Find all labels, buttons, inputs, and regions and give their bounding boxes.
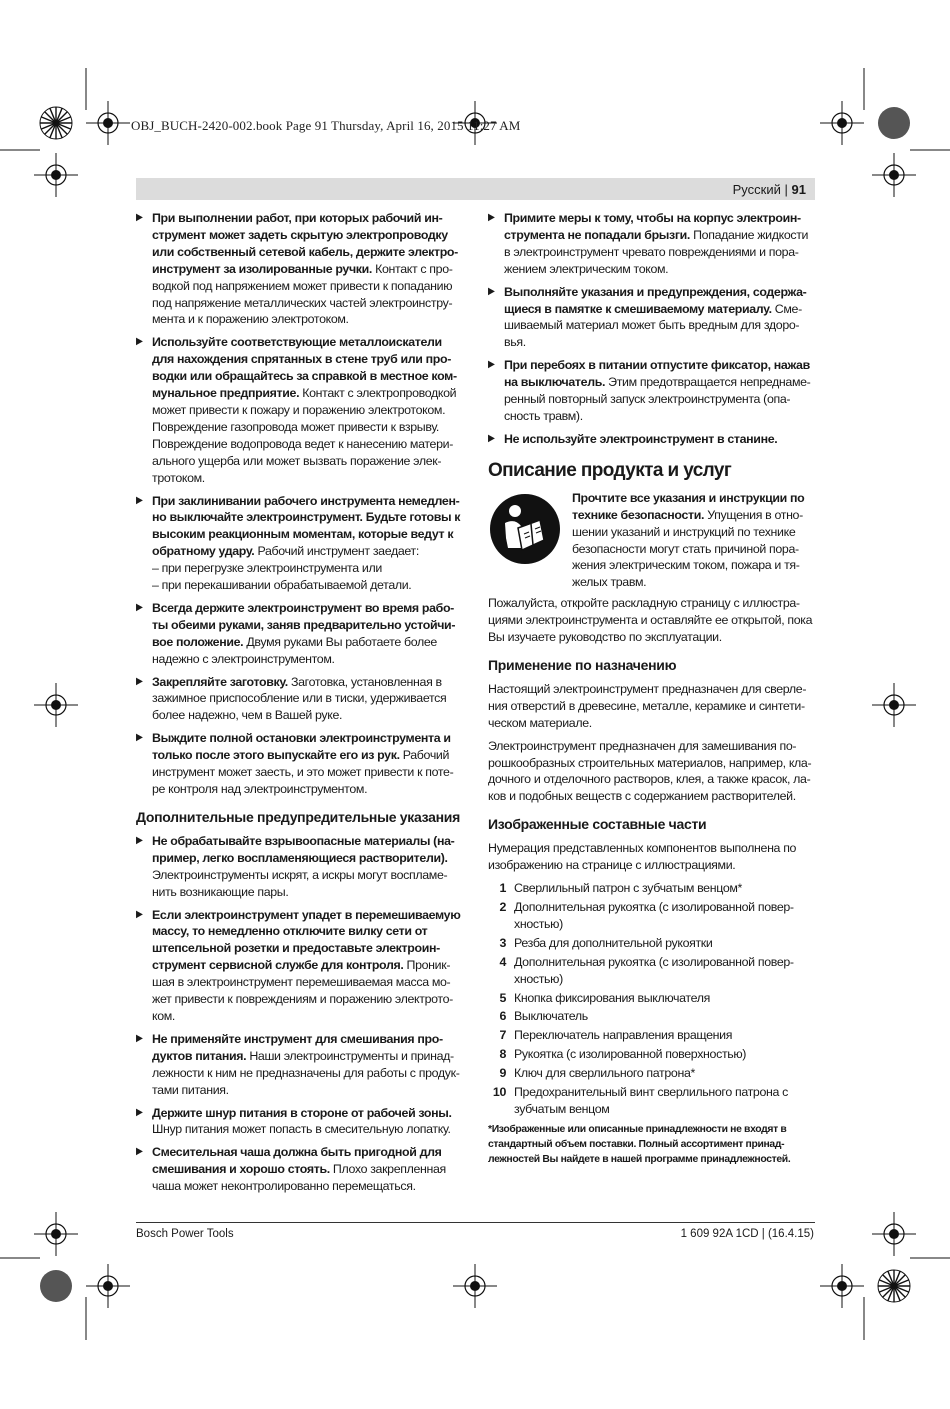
list-item <box>488 1084 815 1118</box>
triangle-bullet-icon: ▶ <box>136 908 143 920</box>
registration-mark-cross <box>453 1264 497 1308</box>
footer-doc-number: 1 609 92A 1CD | (16.4.15) <box>680 1228 814 1240</box>
registration-mark-cross <box>820 1264 864 1308</box>
bullet-bold-text: Не обрабатывайте взрывоопасные материалы (например, легко воспламеняющиеся растворители). <box>152 833 455 865</box>
bullet-text: Проникшая в электроинструмент перемешиваемая масса может привести к повреждениям и поражению электротоком. <box>152 958 454 1023</box>
registration-mark-solid <box>878 107 910 139</box>
read-instructions-notice <box>488 490 815 591</box>
safety-bullet <box>136 1105 462 1139</box>
dash-item: – при перегрузке электроинструмента или <box>152 561 382 576</box>
footer-rule <box>136 1222 815 1223</box>
item-number: 2 <box>499 900 506 914</box>
item-number: 8 <box>499 1047 506 1062</box>
list-item <box>488 899 815 933</box>
list-item <box>488 1008 815 1025</box>
safety-bullet <box>488 210 815 278</box>
components-intro: Нумерация представленных компонентов выполнена по изображению на странице с иллюстрациями. <box>488 841 797 873</box>
section-title-product-description: Описание продукта и услуг <box>488 459 732 481</box>
triangle-bullet-icon: ▶ <box>136 1032 143 1044</box>
components-list <box>488 880 815 1118</box>
bullet-bold-text: Примите меры к тому, чтобы на корпус электроинструмента не попадали брызги. <box>504 211 802 242</box>
registration-mark-cross <box>820 101 864 145</box>
item-number: 9 <box>499 1066 506 1081</box>
triangle-bullet-icon: ▶ <box>136 675 143 687</box>
bullet-bold-text: Держите шнур питания в стороне от рабочей зоны. <box>152 1105 452 1120</box>
bullet-text: Попадание жидкости в электроинструмент чревато повреждениями и поражением электрическим током. <box>504 227 809 276</box>
registration-mark-cross <box>34 683 78 727</box>
safety-bullet <box>136 493 462 594</box>
item-label: Ключ для сверлильного патрона* <box>514 1066 695 1081</box>
safety-bullet <box>488 284 815 352</box>
bullet-bold-text: Выполняйте указания и предупреждения, содержащиеся в памятке к смешиваемому материалу. <box>504 284 807 316</box>
list-item <box>488 1027 815 1044</box>
page-header <box>733 182 806 197</box>
bullet-text: Плохо закрепленная чаша может неконтролированно перемещаться. <box>152 1162 446 1194</box>
bullet-text: Рабочий инструмент заедает: <box>254 544 419 559</box>
bullet-text: Контакт с электропроводкой может привести к пожару и поражению электротоком. Повреждение газопровода может привести к взрыву. Повреждение водопровода ведет к нанесению материального ущерба или может вызвать поражение электротоком. <box>152 386 457 485</box>
header-band <box>136 178 815 200</box>
list-item <box>488 1065 815 1082</box>
bullet-text: Смешиваемый материал может быть вредным для здоровья. <box>504 301 803 350</box>
triangle-bullet-icon: ▶ <box>136 1106 143 1118</box>
item-number: 1 <box>499 881 506 896</box>
item-label: Дополнительная рукоятка (с изолированной поверхностью) <box>514 954 795 986</box>
safety-bullet <box>136 907 462 1025</box>
triangle-bullet-icon: ▶ <box>136 336 143 348</box>
registration-mark-cross <box>34 1212 78 1256</box>
bullet-bold-text: При выполнении работ, при которых рабочий инструмент может задеть скрытую электропроводку или собственный сетевой кабель, держите электроинструмент за изолированные ручки. <box>152 211 459 276</box>
footer-brand: Bosch Power Tools <box>136 1228 234 1240</box>
safety-bullet <box>136 833 462 901</box>
intro-paragraph: Пожалуйста, откройте раскладную страницу с иллюстрациями электроинструмента и оставляйте ее открытой, пока Вы изучаете руководство по эксплуатации. <box>488 596 813 645</box>
bullet-bold-text: Используйте соответствующие металлоискатели для нахождения спрятанных в стене труб или проводки или обращайтесь за справкой в местное коммунальное предприятие. <box>152 335 458 401</box>
bullet-bold-text: Выждите полной остановки электроинструмента и только после этого выпускайте его из рук. <box>152 731 451 763</box>
header-language: Русский <box>732 182 781 197</box>
section-title-components: Изображенные составные части <box>488 816 707 833</box>
section-title-additional-warnings: Дополнительные предупредительные указания <box>136 808 460 825</box>
triangle-bullet-icon: ▶ <box>488 285 495 297</box>
bullet-bold-text: Всегда держите электроинструмент во время работы обеими руками, заняв предварительно устойчивое положение. <box>152 600 456 649</box>
triangle-bullet-icon: ▶ <box>136 732 143 744</box>
bullet-bold-text: Не применяйте инструмент для смешивания продуктов питания. <box>152 1031 444 1063</box>
safety-bullet <box>136 334 462 486</box>
registration-mark-star <box>40 107 72 139</box>
item-number: 6 <box>499 1009 506 1024</box>
triangle-bullet-icon: ▶ <box>136 1146 143 1158</box>
read-manual-icon <box>488 492 562 566</box>
notice-bold-text: Прочтите все указания и инструкции по технике безопасности. <box>572 490 805 522</box>
registration-mark-cross <box>872 683 916 727</box>
intended-use-paragraph: Настоящий электроинструмент предназначен для сверления отверстий в древесине, металле, керамике и синтетическом материале. <box>488 681 807 730</box>
triangle-bullet-icon: ▶ <box>136 834 143 846</box>
item-label: Рукоятка (с изолированной поверхностью) <box>514 1047 747 1062</box>
safety-bullet <box>136 674 462 725</box>
bullet-bold-text: При перебоях в питании отпустите фиксатор, нажав на выключатель. <box>504 358 810 390</box>
triangle-bullet-icon: ▶ <box>488 212 495 223</box>
list-item <box>488 990 815 1007</box>
bullet-bold-text: Смесительная чаша должна быть пригодной для смешивания и хорошо стоять. <box>152 1145 442 1177</box>
notice-text: Упущения в отношении указаний и инструкций по технике безопасности могут стать причиной поражения электрическим током, пожара и тяжелых травм. <box>572 507 804 590</box>
registration-mark-cross <box>872 153 916 197</box>
safety-bullet <box>136 210 462 328</box>
item-number: 10 <box>492 1085 506 1100</box>
safety-bullet <box>136 600 462 668</box>
list-item <box>488 1046 815 1063</box>
triangle-bullet-icon: ▶ <box>488 432 495 444</box>
list-item <box>488 880 815 897</box>
bullet-text: Заготовка, установленная в зажимное приспособление или в тиски, удерживается более надежно, чем в Вашей руке. <box>152 674 447 723</box>
registration-mark-solid <box>40 1270 72 1302</box>
safety-bullet <box>136 730 462 798</box>
item-label: Дополнительная рукоятка (с изолированной поверхностью) <box>514 900 795 931</box>
bullet-bold-text: Не используйте электроинструмент в станине. <box>504 431 778 446</box>
list-item <box>488 954 815 988</box>
bullet-bold-text: Закрепляйте заготовку. <box>152 674 288 689</box>
registration-mark-cross <box>34 153 78 197</box>
registration-mark-cross <box>86 101 130 145</box>
print-info-line: OBJ_BUCH-2420-002.book Page 91 Thursday, April 16, 2015 11:27 AM <box>131 118 521 133</box>
bullet-text: Двумя руками Вы работаете более надежно с электроинструментом. <box>152 634 437 666</box>
bullet-text: Шнур питания может попасть в смесительную лопатку. <box>152 1122 451 1137</box>
intended-use-paragraph: Электроинструмент предназначен для замешивания порошкообразных строительных материалов, например, кладочного и отделочного растворов, клея, а также красок, лаков и подобных веществ с содержанием растворителей. <box>488 738 812 804</box>
header-separator: | <box>784 182 788 197</box>
item-label: Переключатель направления вращения <box>514 1028 733 1043</box>
registration-mark-star <box>878 1270 910 1302</box>
bullet-text: Наши электроинструменты и принадлежности к ним не предназначены для работы с продуктами питания. <box>152 1048 460 1097</box>
item-label: Сверлильный патрон с зубчатым венцом* <box>514 881 743 896</box>
triangle-bullet-icon: ▶ <box>488 359 495 371</box>
item-label: Выключатель <box>514 1009 588 1024</box>
bullet-text: Рабочий инструмент может заесть, и это может привести к потере контроля над электроинструментом. <box>152 748 454 796</box>
bullet-bold-text: Если электроинструмент упадет в перемешиваемую массу, то немедленно отключите вилку сети от штепсельной розетки и предоставьте электроинструмент сервисной службе для контроля. <box>152 907 461 973</box>
triangle-bullet-icon: ▶ <box>136 601 143 613</box>
item-number: 7 <box>499 1028 506 1043</box>
safety-bullet <box>136 1031 462 1099</box>
dash-item: – при перекашивании обрабатываемой детали. <box>152 578 412 593</box>
page-number: 91 <box>791 182 806 197</box>
bullet-text: Этим предотвращается непреднамеренный повторный запуск электроинструмента (опасность травм). <box>504 375 811 423</box>
item-number: 5 <box>499 990 506 1005</box>
registration-mark-cross <box>872 1212 916 1256</box>
safety-bullet <box>488 357 815 425</box>
bullet-text: Контакт с проводкой под напряжением может привести к попаданию под напряжение металлических частей электроинструмента и к поражению электротоком. <box>152 261 453 327</box>
item-label: Предохранительный винт сверлильного патрона с зубчатым венцом <box>514 1085 788 1116</box>
safety-bullet <box>136 1144 462 1195</box>
item-label: Кнопка фиксирования выключателя <box>514 990 710 1005</box>
accessories-footnote: *Изображенные или описанные принадлежности не входят в стандартный объем поставки. Полный ассортимент принадлежностей Вы найдете в нашей программе принадлежностей. <box>488 1123 791 1165</box>
triangle-bullet-icon: ▶ <box>136 494 143 506</box>
left-column <box>136 210 462 1201</box>
right-column <box>488 210 815 1167</box>
triangle-bullet-icon: ▶ <box>136 212 143 223</box>
item-number: 4 <box>499 954 506 969</box>
item-number: 3 <box>499 935 506 950</box>
list-item <box>488 935 815 952</box>
item-label: Резба для дополнительной рукоятки <box>514 935 713 950</box>
bullet-bold-text: При заклинивании рабочего инструмента немедленно выключайте электроинструмент. Будьте готовы к высоким реакционным моментам, которые ведут к обратному удару. <box>152 493 461 559</box>
bullet-text: Электроинструменты искрят, а искры могут воспламенить возникающие пары. <box>152 867 448 899</box>
section-title-intended-use: Применение по назначению <box>488 656 677 673</box>
registration-mark-cross <box>86 1264 130 1308</box>
safety-bullet <box>488 431 815 448</box>
